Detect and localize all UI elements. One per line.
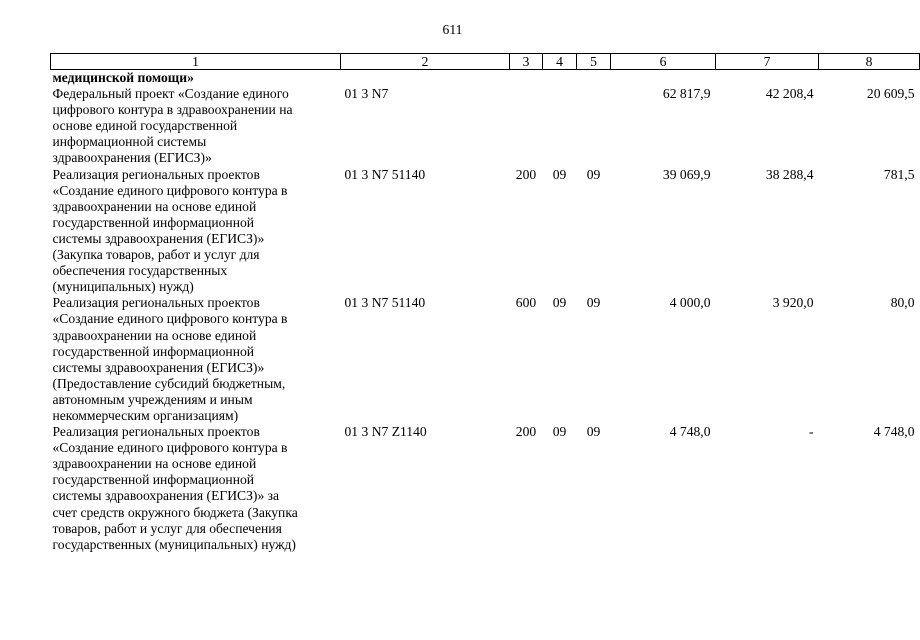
name-line: цифрового контура в здравоохранении на [52, 102, 293, 118]
cell-name [51, 167, 341, 296]
cell-csr: 01 3 N7 51140 [344, 295, 426, 311]
name-line: системы здравоохранения (ЕГИСЗ)» за [52, 488, 280, 504]
table-header [51, 54, 920, 70]
cell-regional: 4 748,0 [873, 424, 915, 440]
cell-csr [341, 70, 510, 87]
header-col-7: 7 [716, 54, 819, 70]
header-col-3: 3 [510, 54, 543, 70]
name-line: товаров, работ и услуг для обеспечения [52, 520, 282, 536]
name-line: государственной информационной [52, 214, 255, 230]
name-line: здравоохранении на основе единой [52, 327, 257, 343]
name-line: здравоохранении на основе единой [52, 198, 257, 214]
name-line: Реализация региональных проектов [52, 424, 260, 440]
cell-total: 62 817,9 [662, 86, 711, 102]
cell-name [51, 70, 341, 87]
name-line: автономным учреждениям и иным [52, 391, 253, 407]
name-line: государственных (муниципальных) нужд) [52, 536, 296, 552]
cell-federal [716, 70, 819, 87]
page-number: 611 [442, 22, 463, 37]
cell-name [51, 424, 341, 553]
table-body [51, 70, 920, 553]
name-line: Реализация региональных проектов [52, 166, 260, 182]
name-line: (Закупка товаров, работ и услуг для [52, 247, 260, 263]
cell-federal: 42 208,4 [765, 86, 814, 102]
header-row [51, 54, 920, 70]
cell-rz: 09 [552, 424, 567, 440]
budget-table [50, 53, 920, 553]
cell-vr: 200 [515, 166, 537, 182]
cell-vr: 600 [515, 295, 537, 311]
cell-rz [543, 86, 577, 166]
table-row [51, 70, 920, 87]
cell-regional: 80,0 [890, 295, 915, 311]
name-line: Реализация региональных проектов [52, 295, 260, 311]
cell-pr [577, 86, 611, 166]
cell-regional: 20 609,5 [866, 86, 915, 102]
cell-rz: 09 [552, 295, 567, 311]
header-col-1: 1 [51, 54, 341, 70]
cell-csr: 01 3 N7 [344, 86, 389, 102]
header-col-2: 2 [341, 54, 510, 70]
header-col-8: 8 [819, 54, 920, 70]
name-line: (муниципальных) нужд) [52, 279, 194, 295]
cell-federal: 3 920,0 [772, 295, 814, 311]
name-line: некоммерческим организациям) [52, 407, 239, 423]
name-line: «Создание единого цифрового контура в [52, 182, 288, 198]
cell-pr [577, 70, 611, 87]
name-line: государственной информационной [52, 343, 255, 359]
name-line: информационной системы [52, 134, 207, 150]
header-col-4: 4 [543, 54, 577, 70]
cell-pr: 09 [586, 295, 601, 311]
header-col-5: 5 [577, 54, 611, 70]
name-line: Федеральный проект «Создание единого [52, 86, 289, 102]
cell-csr: 01 3 N7 Z1140 [344, 424, 427, 440]
cell-federal: - [808, 424, 814, 440]
cell-rz: 09 [552, 166, 567, 182]
name-line: «Создание единого цифрового контура в [52, 311, 288, 327]
cell-total: 4 000,0 [669, 295, 711, 311]
name-line: здравоохранения (ЕГИСЗ)» [52, 150, 212, 166]
name-line: государственной информационной [52, 472, 255, 488]
name-line: счет средств окружного бюджета (Закупка [52, 504, 298, 520]
name-line: (Предоставление субсидий бюджетным, [52, 375, 286, 391]
cell-regional [819, 70, 920, 87]
cell-vr: 200 [515, 424, 537, 440]
name-line: здравоохранении на основе единой [52, 456, 257, 472]
table-row [51, 167, 920, 296]
name-line: «Создание единого цифрового контура в [52, 440, 288, 456]
cell-total: 39 069,9 [662, 166, 711, 182]
cell-federal: 38 288,4 [765, 166, 814, 182]
cell-total [611, 70, 716, 87]
cell-pr: 09 [586, 424, 601, 440]
cell-vr [510, 86, 543, 166]
cell-vr [510, 70, 543, 87]
name-line: системы здравоохранения (ЕГИСЗ)» [52, 230, 265, 246]
table-row [51, 424, 920, 553]
cell-total: 4 748,0 [669, 424, 711, 440]
name-line: медицинской помощи» [52, 70, 194, 85]
cell-rz [543, 70, 577, 87]
cell-regional: 781,5 [883, 166, 915, 182]
name-line: системы здравоохранения (ЕГИСЗ)» [52, 359, 265, 375]
cell-name [51, 295, 341, 424]
cell-csr: 01 3 N7 51140 [344, 166, 426, 182]
header-col-6: 6 [611, 54, 716, 70]
cell-pr: 09 [586, 166, 601, 182]
name-line: основе единой государственной [52, 118, 238, 134]
cell-name [51, 86, 341, 166]
table-row [51, 86, 920, 166]
name-line: обеспечения государственных [52, 263, 228, 279]
table-row [51, 295, 920, 424]
